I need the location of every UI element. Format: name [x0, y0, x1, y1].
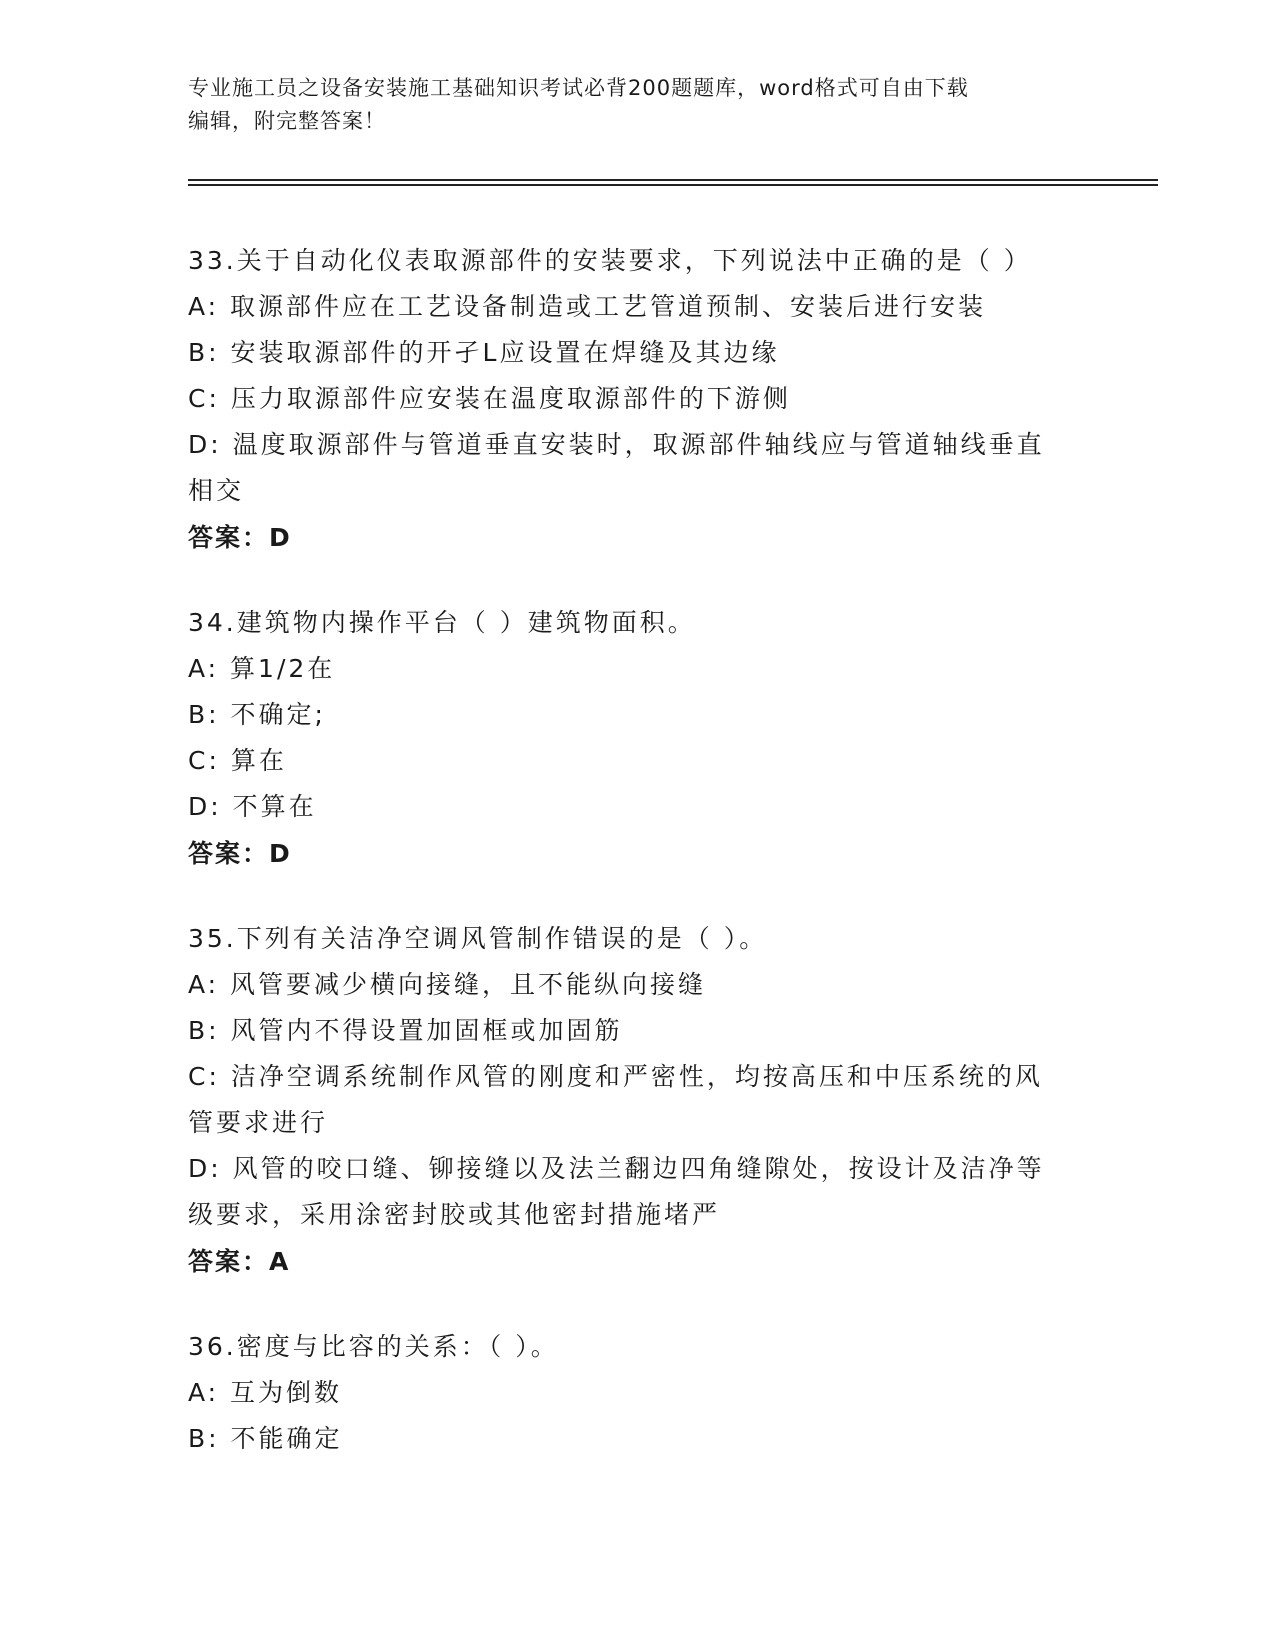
question-35	[188, 916, 1088, 1286]
question-stem: 36.密度与比容的关系：（ ）。	[188, 1332, 559, 1361]
question-34	[188, 600, 1088, 878]
option-b: B: 安装取源部件的开孑L应设置在焊缝及其边缘	[188, 338, 780, 367]
option-a: A: 风管要减少横向接缝，且不能纵向接缝	[188, 970, 707, 999]
question-36	[188, 1324, 1088, 1462]
header-divider-top	[188, 179, 1158, 181]
option-d: D: 风管的咬口缝、铆接缝以及法兰翻边四角缝隙处，按设计及洁净等	[188, 1154, 1045, 1183]
question-stem: 35.下列有关洁净空调风管制作错误的是（ ）。	[188, 924, 768, 953]
option-c-continued: 管要求进行	[188, 1108, 329, 1137]
option-c: C: 算在	[188, 746, 287, 775]
option-a: A: 取源部件应在工艺设备制造或工艺管道预制、安装后进行安装	[188, 292, 987, 321]
option-d-continued: 相交	[188, 476, 245, 505]
answer: 答案：A	[188, 1247, 291, 1276]
option-a: A: 互为倒数	[188, 1378, 343, 1407]
option-d: D: 不算在	[188, 792, 317, 821]
option-c: C: 洁净空调系统制作风管的刚度和严密性，均按高压和中压系统的风	[188, 1062, 1043, 1091]
option-b: B: 不确定;	[188, 700, 326, 729]
option-d-continued: 级要求，采用涂密封胶或其他密封措施堵严	[188, 1200, 721, 1229]
question-33	[188, 238, 1088, 562]
header-divider-bottom	[188, 184, 1158, 186]
question-stem: 34.建筑物内操作平台（ ）建筑物面积。	[188, 608, 696, 637]
option-a: A: 算1/2在	[188, 654, 336, 683]
question-list	[188, 238, 1088, 1500]
question-stem: 33.关于自动化仪表取源部件的安装要求，下列说法中正确的是（ ）	[188, 246, 1032, 275]
header-line-1: 专业施工员之设备安装施工基础知识考试必背200题题库，word格式可自由下载	[188, 76, 969, 100]
document-header	[188, 72, 1088, 138]
answer: 答案：D	[188, 523, 292, 552]
option-b: B: 不能确定	[188, 1424, 343, 1453]
option-b: B: 风管内不得设置加固框或加固筋	[188, 1016, 623, 1045]
option-d: D: 温度取源部件与管道垂直安装时，取源部件轴线应与管道轴线垂直	[188, 430, 1045, 459]
option-c: C: 压力取源部件应安装在温度取源部件的下游侧	[188, 384, 791, 413]
answer: 答案：D	[188, 839, 292, 868]
header-line-2: 编辑，附完整答案！	[188, 109, 386, 133]
